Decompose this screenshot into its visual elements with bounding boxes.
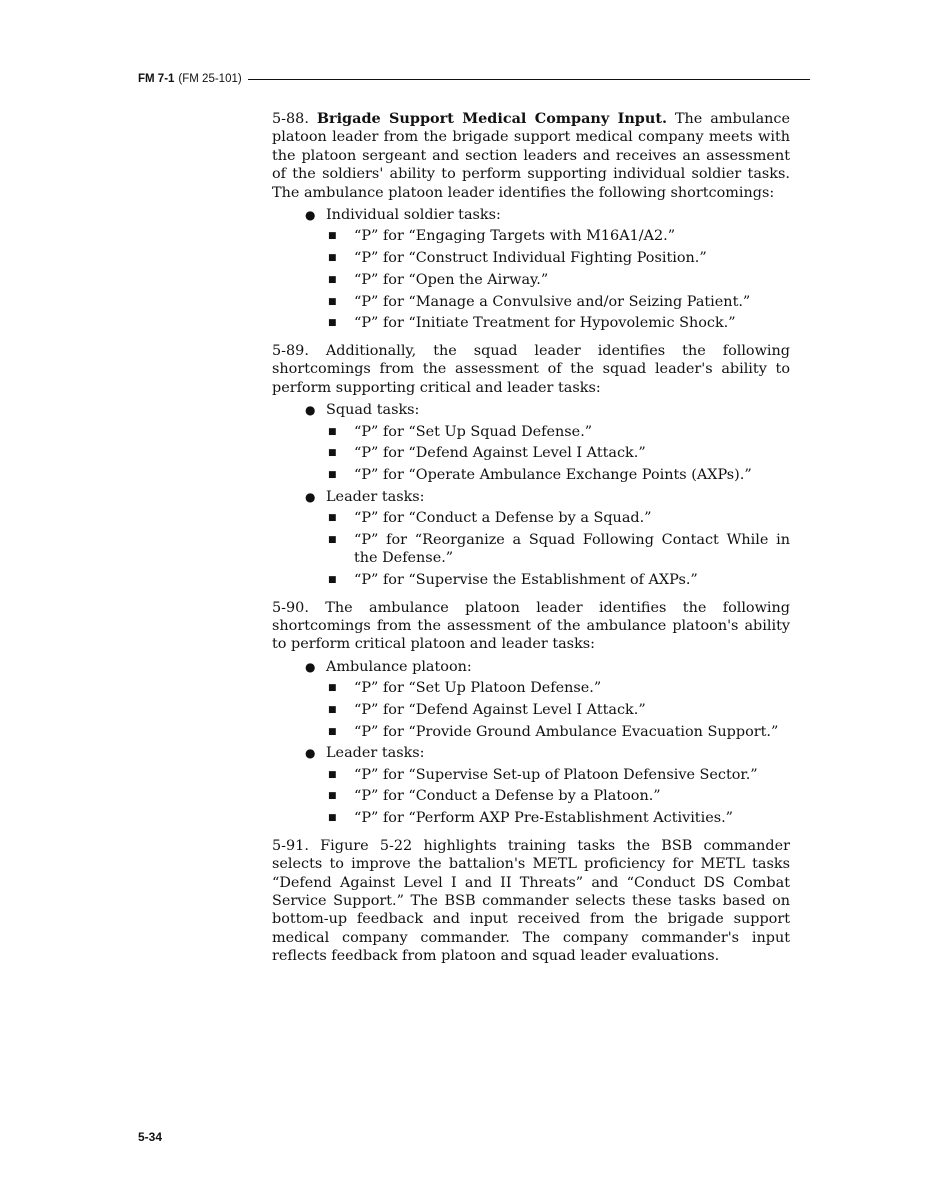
sub-list-text: “P” for “Supervise Set-up of Platoon Defensive Sector.” [354, 766, 758, 783]
paragraph-number: 5-88. [272, 111, 309, 127]
sub-list-item [272, 271, 790, 289]
paragraph-5-91 [272, 837, 790, 966]
square-bullet-icon: ■ [328, 704, 337, 715]
paragraph-5-89 [272, 342, 790, 397]
sub-list-item [272, 466, 790, 484]
sub-list-text: “P” for “Engaging Targets with M16A1/A2.” [354, 228, 676, 245]
list-5-88 [272, 206, 790, 333]
sub-list-item [272, 531, 790, 568]
sub-list-text: “P” for “Operate Ambulance Exchange Points (AXPs).” [354, 466, 752, 483]
sub-list-text: “P” for “Defend Against Level I Attack.” [354, 445, 646, 462]
square-bullet-icon: ■ [328, 253, 337, 264]
list-item [272, 488, 790, 506]
paragraph-text: Additionally, the squad leader identifies the following shortcomings from the assessment of the squad leader's ability to perform supporting critical and leader tasks: [272, 342, 790, 396]
list-item [272, 658, 790, 676]
square-bullet-icon: ■ [328, 813, 337, 824]
sub-list-item [272, 571, 790, 589]
square-bullet-icon: ■ [328, 469, 337, 480]
list-item [272, 744, 790, 762]
paragraph-text: Figure 5-22 highlights training tasks the BSB commander selects to improve the battalion's METL proficiency for METL tasks “Defend Against Level I and II Threats” and “Conduct DS Combat Service Support.” The BSB commander selects these tasks based on bottom-up feedback and input received from the brigade support medical company commander. The company commander's input reflects feedback from platoon and squad leader evaluations. [272, 837, 790, 965]
sub-list-item [272, 423, 790, 441]
square-bullet-icon: ■ [328, 726, 337, 737]
sub-list-item [272, 509, 790, 527]
square-bullet-icon: ■ [328, 296, 337, 307]
list-group-label: Squad tasks: [326, 402, 420, 419]
list-group-label: Ambulance platoon: [326, 658, 472, 675]
square-bullet-icon: ■ [328, 574, 337, 585]
square-bullet-icon: ■ [328, 318, 337, 329]
sub-list-text: “P” for “Reorganize a Squad Following Contact While in the Defense.” [354, 531, 790, 567]
paragraph-5-88 [272, 110, 790, 202]
sub-list-text: “P” for “Defend Against Level I Attack.” [354, 701, 646, 718]
sub-list-text: “P” for “Provide Ground Ambulance Evacuation Support.” [354, 723, 779, 740]
square-bullet-icon: ■ [328, 426, 337, 437]
sub-list-text: “P” for “Initiate Treatment for Hypovolemic Shock.” [354, 315, 736, 332]
bullet-dot-icon: ● [305, 208, 316, 223]
paragraph-number: 5-89. [272, 342, 309, 359]
sub-list-text: “P” for “Construct Individual Fighting Position.” [354, 250, 707, 267]
running-header [138, 73, 810, 85]
sub-list-text: “P” for “Conduct a Defense by a Squad.” [354, 510, 652, 527]
sub-list-item [272, 701, 790, 719]
sub-list-item [272, 679, 790, 697]
sub-list-text: “P” for “Perform AXP Pre-Establishment Activities.” [354, 810, 734, 827]
paragraph-lead: Brigade Support Medical Company Input. [316, 110, 667, 127]
square-bullet-icon: ■ [328, 791, 337, 802]
manual-number: FM 7-1 [138, 73, 175, 85]
sub-list-item [272, 227, 790, 245]
square-bullet-icon: ■ [328, 683, 337, 694]
list-group-label: Individual soldier tasks: [326, 207, 501, 224]
bullet-dot-icon: ● [305, 746, 316, 761]
sub-list-item [272, 809, 790, 827]
square-bullet-icon: ■ [328, 274, 337, 285]
paragraph-text: The ambulance platoon leader from the brigade support medical company meets with the platoon sergeant and section leaders and receives an assessment of the soldiers' ability to perform supporting individual soldier tasks. The ambulance platoon leader identifies the following shortcomings: [272, 111, 790, 201]
paragraph-text: The ambulance platoon leader identifies the following shortcomings from the assessment of the ambulance platoon's ability to perform critical platoon and leader tasks: [272, 599, 790, 653]
sub-list-item [272, 787, 790, 805]
list-5-90 [272, 658, 790, 828]
sub-list-item [272, 723, 790, 741]
paragraph-5-90 [272, 599, 790, 654]
list-item [272, 401, 790, 419]
sub-list-text: “P” for “Conduct a Defense by a Platoon.” [354, 788, 661, 805]
sub-list-text: “P” for “Set Up Squad Defense.” [354, 423, 593, 440]
page-body [272, 110, 790, 970]
list-5-89 [272, 401, 790, 589]
sub-list-text: “P” for “Open the Airway.” [354, 271, 549, 288]
list-group-label: Leader tasks: [326, 745, 425, 762]
sub-list-item [272, 249, 790, 267]
square-bullet-icon: ■ [328, 769, 337, 780]
bullet-dot-icon: ● [305, 659, 316, 674]
square-bullet-icon: ■ [328, 513, 337, 524]
sub-list-item [272, 314, 790, 332]
sub-list-text: “P” for “Set Up Platoon Defense.” [354, 680, 602, 697]
header-rule [248, 79, 810, 80]
square-bullet-icon: ■ [328, 231, 337, 242]
bullet-dot-icon: ● [305, 489, 316, 504]
sub-list-text: “P” for “Supervise the Establishment of AXPs.” [354, 571, 698, 588]
manual-subnumber: (FM 25-101) [178, 73, 242, 85]
list-item [272, 206, 790, 224]
list-group-label: Leader tasks: [326, 488, 425, 505]
sub-list-item [272, 766, 790, 784]
sub-list-text: “P” for “Manage a Convulsive and/or Seizing Patient.” [354, 293, 751, 310]
square-bullet-icon: ■ [328, 448, 337, 459]
square-bullet-icon: ■ [328, 534, 337, 545]
paragraph-number: 5-90. [272, 599, 309, 616]
sub-list-item [272, 293, 790, 311]
sub-list-item [272, 444, 790, 462]
bullet-dot-icon: ● [305, 403, 316, 418]
paragraph-number: 5-91. [272, 837, 309, 854]
page-number: 5-34 [138, 1130, 163, 1144]
